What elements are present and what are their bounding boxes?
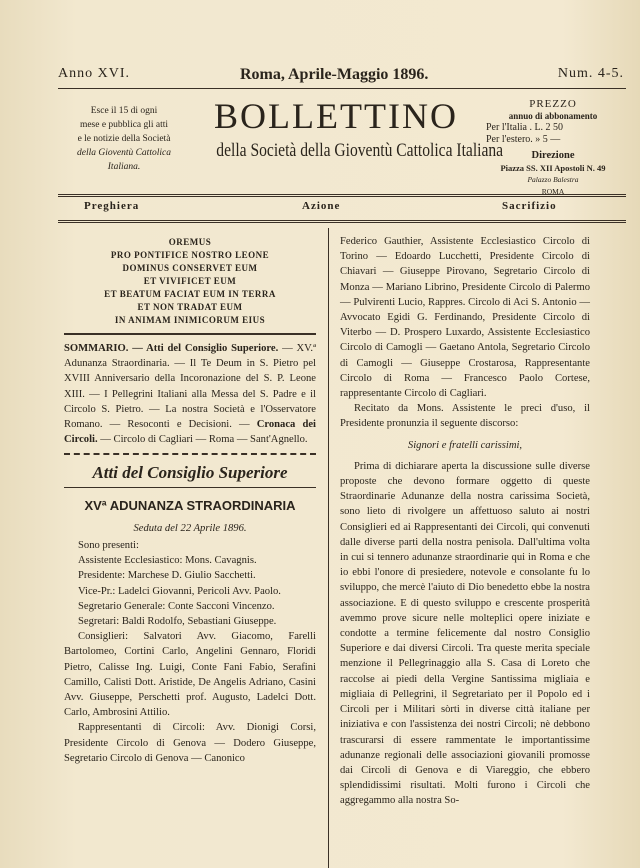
right-column (340, 234, 590, 809)
place-date: Roma, Aprile-Maggio 1896. (240, 66, 429, 83)
motto-preghiera: Preghiera (84, 200, 140, 212)
motto-azione: Azione (302, 200, 341, 212)
masthead-subtitle: della Società della Gioventù Cattolica Italiana (216, 140, 504, 161)
issue-year: Anno XVI. (58, 66, 130, 81)
sommario: SOMMARIO. — Atti del Consiglio Superiore. — XV.ª Adunanza Straordinaria. — Il Te Deum in S. Pietro pel XVIII Anniversario della Incoronazione del S. P. Leone XIII. — I Pellegrini Italiani alla Messa del S. Padre e il Circolo S. Pietro. — La nostra Società e l'Osservatore Romano. — Resoconti e Decisioni. — Cronaca dei Circoli. — Circolo di Cagliari — Roma — Sant'Agnello. (64, 343, 316, 446)
publication-note: Esce il 15 di ogni mese e pubblica gli atti e le notizie della Società della Gioventù Cattolica Italiana. (77, 106, 171, 172)
mottos-rule (58, 220, 626, 223)
session-date: Seduta del 22 Aprile 1896. (133, 522, 247, 534)
section-heading: Atti del Consiglio Superiore (92, 463, 288, 483)
paragraph: Federico Gauthier, Assistente Ecclesiastico Circolo di Torino — Edoardo Lucchetti, Presidente Circolo di Chiavari — Giuseppe Pirovano, Segretario Circolo di Monza — Mariano Librino, Presidente Circolo di Palermo — Pulvirenti Lucio, Rappres. Circolo di Aci S. Antonio — Avvocato Egidi G. Ferdinando, Presidente Circolo di Viterbo — D. Prospero Luxardo, Assistente Ecclesiastico Circolo di Camogli — Gaetano Antola, Segretario Circolo di Camogli — Giuseppe Crostarosa, Rappresentante Circolo di Roma — Francesco Paolo Cortese, rappresentante Circolo di Cagliari. (340, 236, 590, 400)
masthead (190, 96, 504, 162)
paragraph: Prima di dichiarare aperta la discussione sulle diverse proposte che devono formare oggetto di queste Straordinarie Adunanze della nostra carissima Società, sono lieto di rivolgere un affettuoso saluto ai nostri Consiglieri ed ai Rappresentanti dei Circoli, qui convenuti dalle diverse parti della nostra penisola. Dall'ultima volta in cui si tennero adunanze straordinarie qui in Roma e che io ebbi l'onore di presiedere, notevole e consolante fu lo sviluppo, che mercè l'aiuto di Dio benedetto ebbe la nostra associazione. E di questo sviluppo e crescente prosperità avemmo prove sicure nelle molteplici opere iniziate e condotte a termine felicemente dal nostro Consiglio Superiore e dai diversi Circoli. Tra queste merita speciale menzione il Pellegrinaggio alla S. Casa di Loreto che raccolse ai piedi della Vergine Santissima migliaia e migliaia di Pellegrini, il Segretariato per il Popolo ed i Circoli per i Militari sòrti in diverse città italiane per iniziativa e con l'assistenza dei nostri Circoli; nè debbono trascurarsi di essere rammentate le importantissime adunanze regionali delle associazioni giovanili promosse dai Circoli di Genova e di Viareggio, che ebbero splendidissimi risultati. Molti furono i Circoli che aggregammo alla nostra So- (340, 460, 590, 807)
oremus-prayer: OREMUS PRO PONTIFICE NOSTRO LEONE DOMINUS CONSERVET EUM ET VIVIFICET EUM ET BEATUM FACIAT EUM IN TERRA ET NON TRADAT EUM IN ANIMAM INIMICORUM EIUS (104, 237, 276, 325)
price-box: PREZZO annuo di abbonamento Per l'Italia . L. 2 50 Per l'estero. » 5 — Direzione Piazza SS. XII Apostoli N. 49 Palazzo Balestra ROMA (486, 98, 606, 196)
left-column: OREMUS PRO PONTIFICE NOSTRO LEONE DOMINUS CONSERVET EUM ET VIVIFICET EUM ET BEATUM FACIAT EUM IN TERRA ET NON TRADAT EUM IN ANIMAM INIMICORUM EIUS SOMMARIO. — Atti del Consiglio Superiore. — XV.ª Adunanza Straordinaria. — Il Te Deum in S. Pietro pel XVIII Anniversario della Incoronazione del S. P. Leone XIII. — I Pellegrini Italiani alla Messa del S. Padre e il Circolo S. Pietro. — La nostra Società e l'Osservatore Romano. — Resoconti e Decisioni. — Cronaca dei Circoli. — Circolo di Cagliari — Roma — Sant'Agnello. Atti del Consiglio Superiore XVª ADUNANZA STRAORDINARIA Seduta del 22 Aprile 1896. Sono presenti: Assistente Ecclesiastico: Mons. Cavagnis. Presidente: Marchese D. Giulio Sacchetti. Vice-Pr.: Ladelci Giovanni, Pericoli Avv. Paolo. Segretario Generale: Conte Sacconi Vincenzo. Segretari: Baldi Rodolfo, Sebastiani Giuseppe. Consiglieri: Salvatori Avv. Giacomo, Farelli Bartolomeo, Cortini Carlo, Angelini Gennaro, Floridi Pietro, Calisse Ing. Luigi, Conte Fani Fabio, Serafini Camillo, Calisti Dott. Aristide, De Angelis Adriano, Casini Avv. Giuseppe, Perschetti prof. Augusto, Ladelci Dott. Carlo, Ambrosini Attilio. Rappresentanti di Circoli: Avv. Dionigi Corsi, Presidente Circolo di Genova — Dodero Giuseppe, Segretario Circolo di Genova — Canonico (64, 237, 316, 764)
header-rule (58, 88, 626, 89)
divider (64, 333, 316, 335)
paragraph: Recitato da Mons. Assistente le preci d'uso, il Presidente pronunzia il seguente discorso: (340, 403, 590, 430)
divider (64, 453, 316, 455)
motto-sacrifizio: Sacrifizio (502, 200, 557, 212)
column-divider (328, 228, 329, 868)
masthead-rule (58, 194, 626, 197)
issue-number: Num. 4-5. (557, 66, 624, 81)
mottos-row (58, 200, 626, 216)
masthead-title: BOLLETTINO (214, 96, 458, 136)
salutation: Signori e fratelli carissimi, (407, 439, 523, 451)
divider (64, 487, 316, 488)
article-title: XVª ADUNANZA STRAORDINARIA (84, 497, 296, 513)
